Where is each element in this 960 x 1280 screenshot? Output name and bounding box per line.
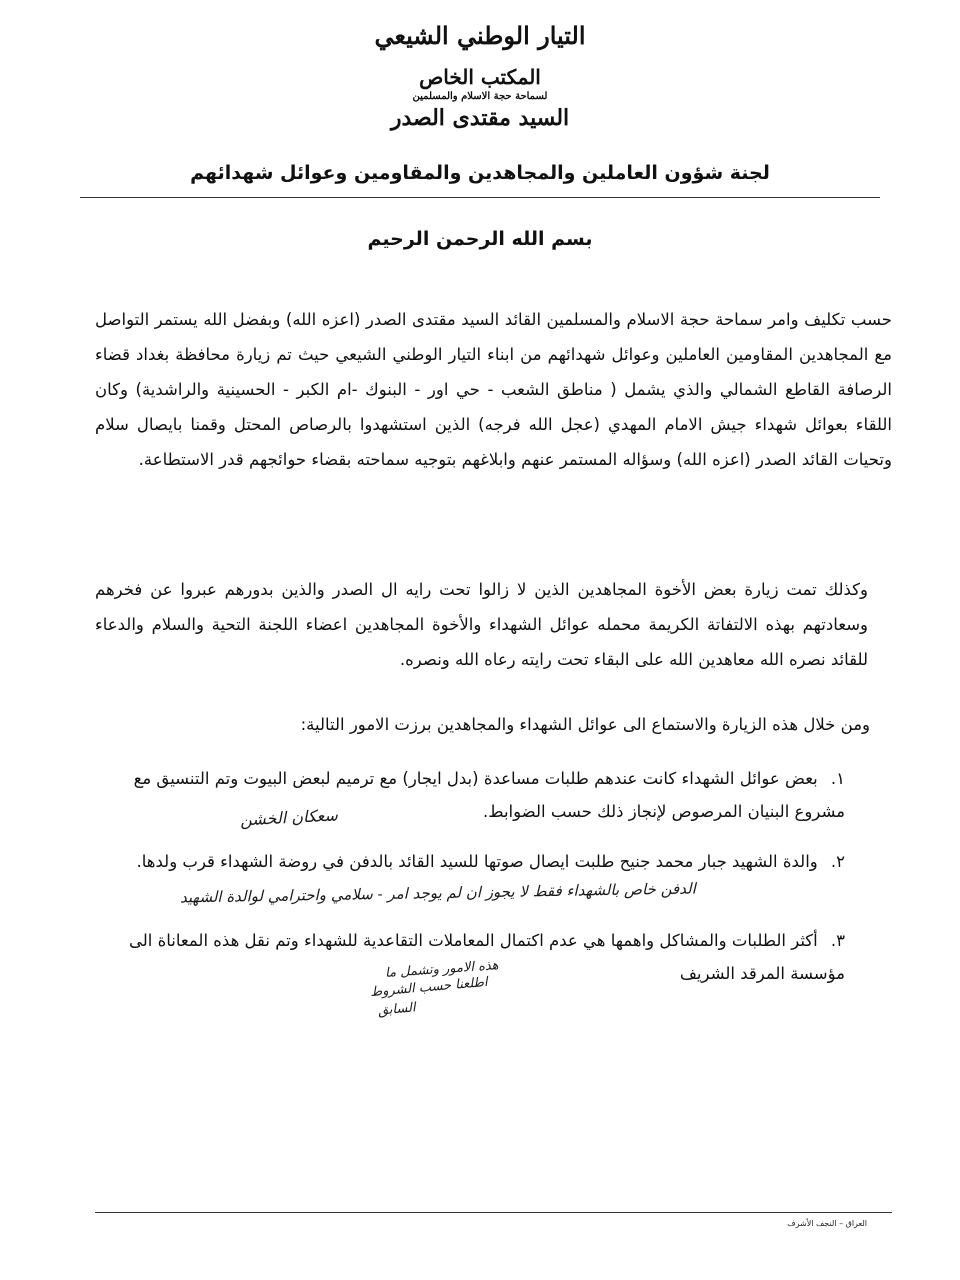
handwritten-note-3c: السابق — [377, 1000, 417, 1019]
list-item-text: أكثر الطلبات والمشاكل واهمها هي عدم اكتمال المعاملات التقاعدية للشهداء وتم نقل هذه المعاناة الى مؤسسة المرقد الشريف — [129, 931, 845, 983]
letterhead — [0, 22, 960, 131]
leader-name: السيد مقتدى الصدر — [390, 104, 570, 131]
handwritten-note-1: سعكان الخشن — [239, 805, 339, 830]
handwritten-note-3b: اطلعنا حسب الشروط — [369, 974, 489, 1001]
list-item-text: بعض عوائل الشهداء كانت عندهم طلبات مساعدة (بدل ايجار) مع ترميم لبعض البيوت وتم التنسيق مع مشروع البنيان المرصوص لإنجاز ذلك حسب الضوابط. — [133, 769, 845, 821]
footer-divider — [95, 1212, 892, 1213]
handwritten-note-3a: هذه الامور وتشمل ما — [384, 958, 500, 981]
list-item-text: والدة الشهيد جبار محمد جنيح طلبت ايصال صوتها للسيد القائد بالدفن في روضة الشهداء قرب ولدها. — [136, 852, 818, 871]
paragraph-1: حسب تكليف وامر سماحة حجة الاسلام والمسلمين القائد السيد مقتدى الصدر (اعزه الله) وبفضل الله يستمر التواصل مع المجاهدين المقاومين العاملين وعوائل شهدائهم من ابناء التيار الوطني الشيعي حيث تم زيارة محافظة بغداد قضاء الرصافة القاطع الشمالي والذي يشمل ( مناطق الشعب - حي اور - البنوك -ام الكبر - الحسينية والراشدية) وكان اللقاء بعوائل شهداء جيش الامام المهدي (عجل الله فرجه) الذين استشهدوا بالرصاص المحتل وقمنا بايصال سلام وتحيات القائد الصدر (اعزه الله) وسؤاله المستمر عنهم وابلاغهم بتوجيه سماحته بقضاء حوائجهم قدر الاستطاعة. — [95, 310, 892, 469]
committee-title: لجنة شؤون العاملين والمجاهدين والمقاومين وعوائل شهدائهم — [190, 162, 770, 184]
paragraph-2: وكذلك تمت زيارة بعض الأخوة المجاهدين الذين لا زالوا تحت رايه ال الصدر والذين بدورهم عبروا عن فخرهم وسعادتهم بهذه الالتفاتة الكريمة محمله عوائل الشهداء والأخوة المجاهدين اعضاء اللجنة التحية والسلام والدعاء للقائد نصره الله معاهدين الله على البقاء تحت رايته رعاه الله ونصره. — [95, 580, 868, 669]
office-name: المكتب الخاص — [419, 64, 541, 89]
header-divider — [80, 197, 880, 198]
handwritten-note-2: الدفن خاص بالشهداء فقط لا يجوز ان لم يوجد امر - سلامي واحترامي لوالدة الشهيد — [179, 879, 696, 907]
findings-intro: ومن خلال هذه الزيارة والاستماع الى عوائل الشهداء والمجاهدين برزت الامور التالية: — [300, 715, 870, 734]
footer-location: العراق – النجف الأشرف — [787, 1219, 867, 1228]
organization-name: التيار الوطني الشيعي — [374, 21, 586, 50]
basmala: بسم الله الرحمن الرحيم — [367, 228, 593, 250]
list-item-number: ٣. — [830, 931, 845, 950]
list-item-number: ١. — [830, 769, 845, 788]
list-item — [100, 762, 845, 828]
office-subtitle: لسماحة حجة الاسلام والمسلمين — [412, 90, 548, 102]
list-item-number: ٢. — [830, 852, 845, 871]
list-item — [100, 845, 845, 878]
